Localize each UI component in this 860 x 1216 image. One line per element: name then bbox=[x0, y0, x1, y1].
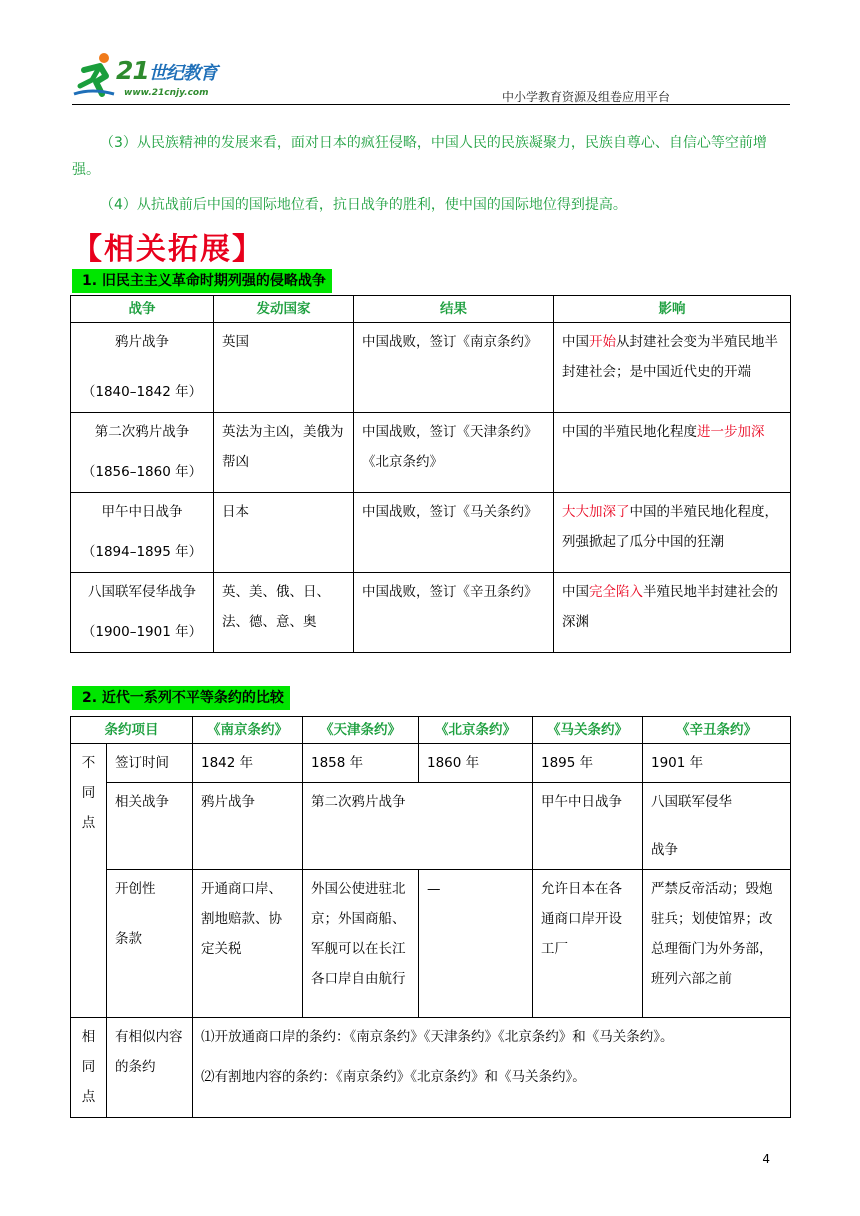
war-table bbox=[70, 295, 791, 653]
country-cell: 日本 bbox=[214, 493, 354, 573]
section-title: 【相关拓展】 bbox=[72, 232, 264, 267]
table-cell: 允许日本在各通商口岸开设工厂 bbox=[533, 870, 643, 1018]
header-cell: 《辛丑条约》 bbox=[643, 717, 791, 744]
row-label: 签订时间 bbox=[107, 744, 193, 783]
table-cell: 甲午中日战争 bbox=[533, 783, 643, 870]
paragraph-3: （3）从民族精神的发展来看，面对日本的疯狂侵略，中国人民的民族凝聚力，民族自尊心、自信心等空前增强。 bbox=[72, 135, 767, 178]
logo-url: www.21cnjy.com bbox=[124, 88, 209, 98]
header-cell: 战争 bbox=[71, 296, 214, 323]
header-divider bbox=[72, 104, 790, 105]
row-label: 开创性 条款 bbox=[107, 870, 193, 1018]
same-label: 相同点 bbox=[81, 1029, 96, 1105]
table-header-row bbox=[71, 717, 791, 744]
result-cell: 中国战败，签订《南京条约》 bbox=[354, 323, 554, 413]
table-row bbox=[71, 870, 791, 1018]
table-row bbox=[71, 493, 791, 573]
country-cell: 英、美、俄、日、法、德、意、奥 bbox=[214, 573, 354, 653]
result-cell: 中国战败，签订《天津条约》《北京条约》 bbox=[354, 413, 554, 493]
table-row bbox=[71, 573, 791, 653]
war-cell: 甲午中日战争 （1894–1895 年） bbox=[71, 493, 214, 573]
table-row bbox=[71, 783, 791, 870]
table-cell: 1842 年 bbox=[193, 744, 303, 783]
page-header bbox=[72, 48, 790, 104]
logo-text: 21世纪教育 bbox=[116, 56, 217, 85]
table-cell: 严禁反帝活动；毁炮驻兵；划使馆界；改总理衙门为外务部，班列六部之前 bbox=[643, 870, 791, 1018]
same-label-cell bbox=[71, 1018, 107, 1118]
table-cell: 开通商口岸、割地赔款、协定关税 bbox=[193, 870, 303, 1018]
running-figure-icon bbox=[72, 50, 118, 100]
header-cell: 条约项目 bbox=[71, 717, 193, 744]
header-cell: 《北京条约》 bbox=[419, 717, 533, 744]
treaty-table bbox=[70, 716, 791, 1118]
header-cell: 发动国家 bbox=[214, 296, 354, 323]
header-cell: 影响 bbox=[554, 296, 791, 323]
table-header-row bbox=[71, 296, 791, 323]
header-cell: 结果 bbox=[354, 296, 554, 323]
result-cell: 中国战败，签订《马关条约》 bbox=[354, 493, 554, 573]
table-row bbox=[71, 323, 791, 413]
table-cell: 1858 年 bbox=[303, 744, 419, 783]
platform-name: 中小学教育资源及组卷应用平台 bbox=[501, 90, 670, 104]
table-row bbox=[71, 744, 791, 783]
country-cell: 英国 bbox=[214, 323, 354, 413]
row-label: 有相似内容的条约 bbox=[107, 1018, 193, 1118]
table-row bbox=[71, 413, 791, 493]
header-cell: 《南京条约》 bbox=[193, 717, 303, 744]
header-cell: 《天津条约》 bbox=[303, 717, 419, 744]
war-cell: 鸦片战争 （1840–1842 年） bbox=[71, 323, 214, 413]
header-cell: 《马关条约》 bbox=[533, 717, 643, 744]
impact-cell: 中国完全陷入半殖民地半封建社会的深渊 bbox=[554, 573, 791, 653]
table-cell: ⑴开放通商口岸的条约：《南京条约》《天津条约》《北京条约》和《马关条约》。 ⑵有割地内容的条约：《南京条约》《北京条约》和《马关条约》。 bbox=[193, 1018, 791, 1118]
table-cell: 外国公使进驻北京；外国商船、军舰可以在长江各口岸自由航行 bbox=[303, 870, 419, 1018]
table-cell: 1895 年 bbox=[533, 744, 643, 783]
table-cell: 1860 年 bbox=[419, 744, 533, 783]
table-cell: 八国联军侵华 战争 bbox=[643, 783, 791, 870]
table-row bbox=[71, 1018, 791, 1118]
table-cell: 第二次鸦片战争 bbox=[303, 783, 533, 870]
diff-label: 不同点 bbox=[81, 755, 96, 831]
row-label: 相关战争 bbox=[107, 783, 193, 870]
war-cell: 八国联军侵华战争 （1900–1901 年） bbox=[71, 573, 214, 653]
table1-heading: 1. 旧民主主义革命时期列强的侵略战争 bbox=[72, 269, 332, 293]
impact-cell: 中国的半殖民地化程度进一步加深 bbox=[554, 413, 791, 493]
paragraph-4: （4）从抗战前后中国的国际地位看，抗日战争的胜利，使中国的国际地位得到提高。 bbox=[100, 197, 627, 213]
table-cell: 鸦片战争 bbox=[193, 783, 303, 870]
war-cell: 第二次鸦片战争 （1856–1860 年） bbox=[71, 413, 214, 493]
page-number: 4 bbox=[762, 1152, 770, 1166]
diff-label-cell bbox=[71, 744, 107, 1018]
table-cell: 1901 年 bbox=[643, 744, 791, 783]
result-cell: 中国战败，签订《辛丑条约》 bbox=[354, 573, 554, 653]
logo bbox=[72, 48, 262, 104]
impact-cell: 中国开始从封建社会变为半殖民地半封建社会；是中国近代史的开端 bbox=[554, 323, 791, 413]
table2-heading: 2. 近代一系列不平等条约的比较 bbox=[72, 686, 290, 710]
table-cell: — bbox=[419, 870, 533, 1018]
country-cell: 英法为主凶，美俄为帮凶 bbox=[214, 413, 354, 493]
impact-cell: 大大加深了中国的半殖民地化程度，列强掀起了瓜分中国的狂潮 bbox=[554, 493, 791, 573]
